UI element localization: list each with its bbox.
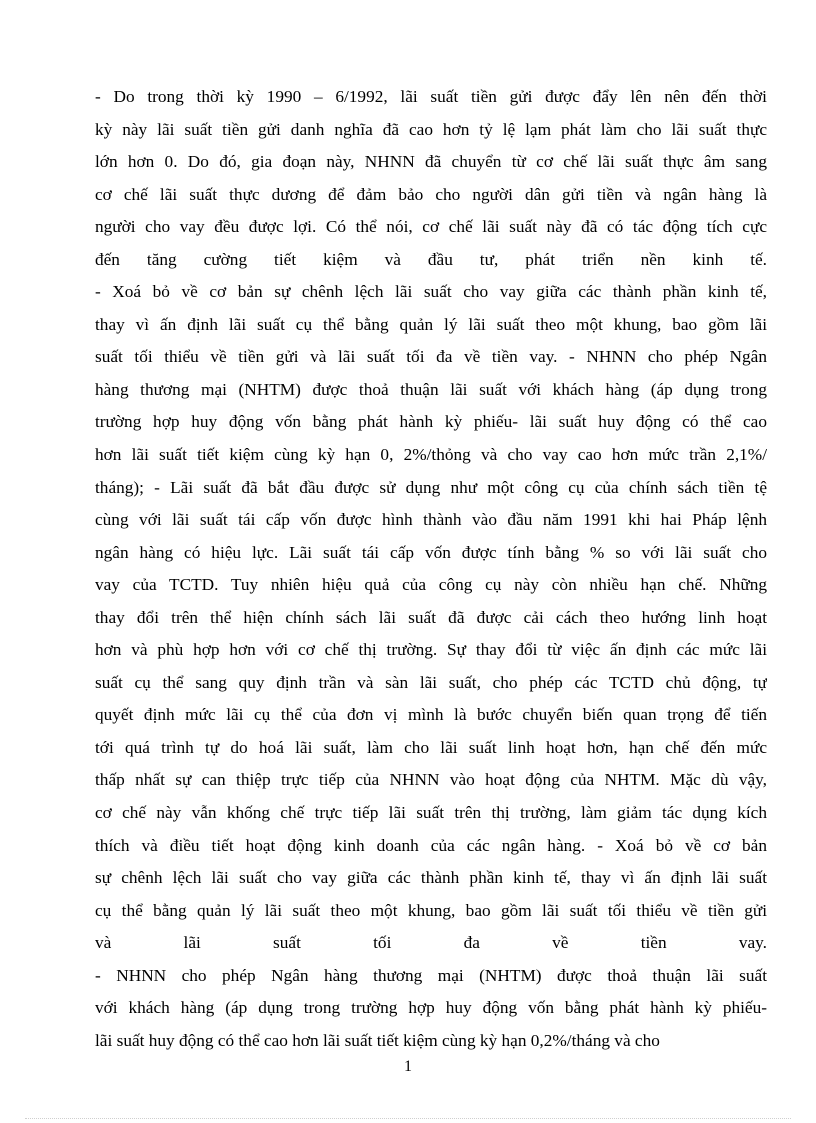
text-line: trường hợp huy động vốn bằng phát hành kỳ phiếu- lãi suất huy động có thể cao — [95, 412, 767, 432]
text-line: lãi suất huy động có thể cao hơn lãi suất tiết kiệm cùng kỳ hạn 0,2%/tháng và cho — [95, 1030, 660, 1050]
text-line: cùng với lãi suất tái cấp vốn được hình thành vào đầu năm 1991 khi hai Pháp lệnh — [95, 510, 767, 530]
text-line: suất cụ thể sang quy định trần và sàn lãi suất, cho phép các TCTD chủ động, tự — [95, 672, 767, 692]
body-text — [95, 81, 767, 1057]
text-line: lớn hơn 0. Do đó, gia đoạn này, NHNN đã chuyển từ cơ chế lãi suất thực âm sang — [95, 152, 767, 172]
text-line: thay đổi trên thể hiện chính sách lãi suất đã được cải cách theo hướng linh hoạt — [95, 607, 767, 627]
text-line: và lãi suất tối đa về tiền vay. — [95, 933, 767, 953]
text-line: hơn và phù hợp hơn với cơ chế thị trường. Sự thay đổi từ việc ấn định các mức lãi — [95, 640, 767, 660]
text-line: - Do trong thời kỳ 1990 – 6/1992, lãi suất tiền gửi được đẩy lên nên đến thời — [95, 87, 767, 106]
text-line: cơ chế lãi suất thực dương để đảm bảo cho người dân gửi tiền và ngân hàng là — [95, 184, 767, 204]
text-line: vay của TCTD. Tuy nhiên hiệu quả của công cụ này còn nhiều hạn chế. Những — [95, 575, 767, 595]
text-line: - Xoá bỏ về cơ bản sự chênh lệch lãi suất cho vay giữa các thành phần kinh tế, — [95, 282, 767, 302]
text-line: với khách hàng (áp dụng trong trường hợp huy động vốn bằng phát hành kỳ phiếu- — [95, 998, 767, 1018]
text-line: suất tối thiểu về tiền gửi và lãi suất tối đa về tiền vay. - NHNN cho phép Ngân — [95, 347, 767, 367]
text-line: tới quá trình tự do hoá lãi suất, làm cho lãi suất linh hoạt hơn, hạn chế đến mức — [95, 737, 767, 757]
page-divider — [25, 1118, 791, 1119]
text-line: người cho vay đều được lợi. Có thể nói, cơ chế lãi suất này đã có tác động tích cực — [95, 217, 767, 237]
text-line: hàng thương mại (NHTM) được thoả thuận lãi suất với khách hàng (áp dụng trong — [95, 379, 767, 399]
text-line: quyết định mức lãi cụ thể của đơn vị mình là bước chuyển biến quan trọng để tiến — [95, 705, 767, 725]
text-line: tháng); - Lãi suất đã bắt đầu được sử dụng như một công cụ của chính sách tiền tệ — [95, 477, 767, 497]
text-line: - NHNN cho phép Ngân hàng thương mại (NHTM) được thoả thuận lãi suất — [95, 965, 767, 985]
text-line: ngân hàng có hiệu lực. Lãi suất tái cấp vốn được tính bằng % so với lãi suất cho — [95, 542, 767, 562]
text-line: kỳ này lãi suất tiền gửi danh nghĩa đã cao hơn tỷ lệ lạm phát làm cho lãi suất thực — [95, 119, 767, 139]
text-line: thấp nhất sự can thiệp trực tiếp của NHNN vào hoạt động của NHTM. Mặc dù vậy, — [95, 770, 767, 790]
text-line: cụ thể bằng quản lý lãi suất theo một khung, bao gồm lãi suất tối thiểu về tiền gửi — [95, 900, 767, 920]
text-line: sự chênh lệch lãi suất cho vay giữa các thành phần kinh tế, thay vì ấn định lãi suất — [95, 868, 767, 888]
page-number: 1 — [404, 1058, 412, 1075]
text-line: cơ chế này vẫn khống chế trực tiếp lãi suất trên thị trường, làm giảm tác dụng kích — [95, 803, 767, 823]
text-line: đến tăng cường tiết kiệm và đầu tư, phát triển nền kinh tế. — [95, 249, 767, 269]
text-line: thay vì ấn định lãi suất cụ thể bằng quản lý lãi suất theo một khung, bao gồm lãi — [95, 314, 767, 334]
text-line: thích và điều tiết hoạt động kinh doanh của các ngân hàng. - Xoá bỏ về cơ bản — [95, 835, 767, 855]
text-line: hơn lãi suất tiết kiệm cùng kỳ hạn 0, 2%/thỏng và cho vay cao hơn mức trần 2,1%/ — [95, 445, 767, 465]
